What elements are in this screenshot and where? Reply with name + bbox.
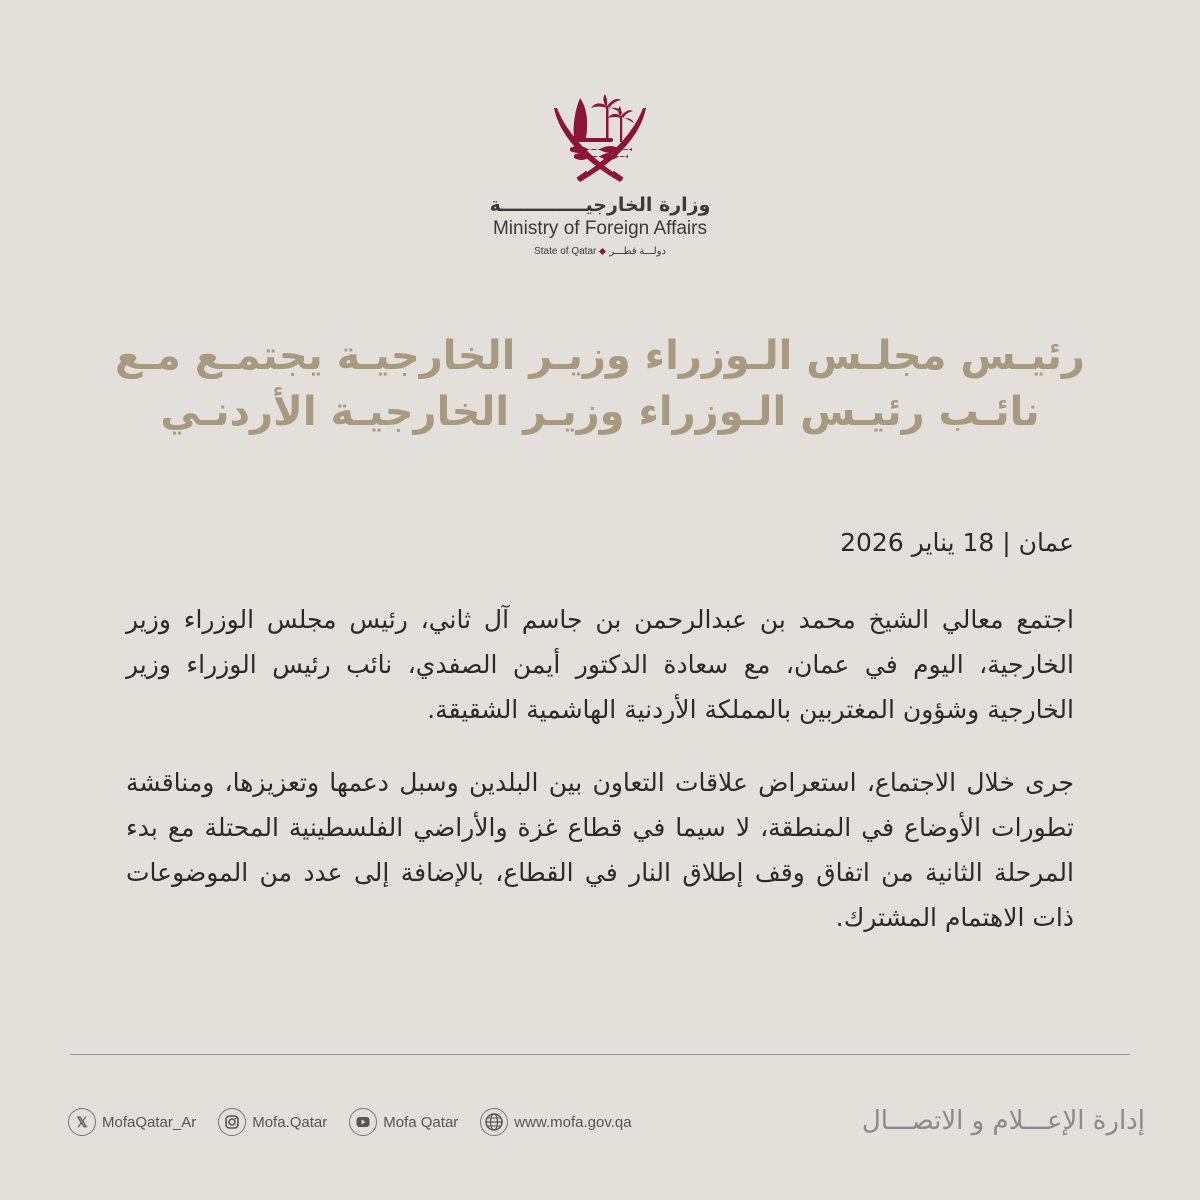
social-links xyxy=(68,1108,632,1136)
instagram-icon xyxy=(218,1108,246,1136)
youtube-icon xyxy=(349,1108,377,1136)
state-line xyxy=(534,246,666,257)
social-link-x[interactable] xyxy=(68,1108,196,1136)
qatar-emblem-icon xyxy=(550,92,650,188)
paragraph: جرى خلال الاجتماع، استعراض علاقات التعاون بين البلدين وسبل دعمها وتعزيزها، ومناقشة تطورات الأوضاع في المنطقة، لا سيما في قطاع غزة والأراضي الفلسطينية المحتلة مع بدء المرحلة الثانية من اتفاق وقف إطلاق النار في القطاع، بالإضافة إلى عدد من الموضوعات ذات الاهتمام المشترك. xyxy=(126,768,1074,932)
state-name-arabic: دولـــة قطـــر xyxy=(609,246,666,257)
ministry-name-arabic: وزارة الخارجيـــــــــــــة xyxy=(489,194,711,216)
footer-divider xyxy=(70,1054,1130,1055)
state-name-english: State of Qatar xyxy=(534,246,597,257)
headline-line-1: رئيـس مجلـس الـوزراء وزيـر الخارجيـة يجتمـع مـع xyxy=(115,333,1085,379)
headline-line-2: نائـب رئيـس الـوزراء وزيـر الخارجيـة الأردنـي xyxy=(160,389,1040,435)
headline xyxy=(100,328,1100,440)
ministry-logo xyxy=(0,92,1200,257)
social-label: www.mofa.gov.qa xyxy=(514,1113,632,1131)
article-body xyxy=(126,520,1074,968)
social-label: Mofa Qatar xyxy=(383,1113,459,1131)
department-name: إدارة الإعـــلام و الاتصـــال xyxy=(861,1106,1145,1136)
ministry-name-english: Ministry of Foreign Affairs xyxy=(492,218,707,239)
x-icon: 𝕏 xyxy=(68,1108,96,1136)
social-label: MofaQatar_Ar xyxy=(102,1113,197,1131)
globe-icon xyxy=(480,1108,508,1136)
social-label: Mofa.Qatar xyxy=(252,1113,328,1131)
paragraph: اجتمع معالي الشيخ محمد بن عبدالرحمن بن جاسم آل ثاني، رئيس مجلس الوزراء وزير الخارجية، اليوم في عمان، مع سعادة الدكتور أيمن الصفدي، نائب رئيس الوزراء وزير الخارجية وشؤون المغتربين بالمملكة الأردنية الهاشمية الشقيقة. xyxy=(126,605,1074,724)
dateline: عمان | 18 يناير 2026 xyxy=(840,528,1074,557)
social-link-instagram[interactable] xyxy=(218,1108,327,1136)
social-link-youtube[interactable] xyxy=(349,1108,458,1136)
social-link-website[interactable] xyxy=(480,1108,631,1136)
diamond-icon xyxy=(599,248,606,255)
